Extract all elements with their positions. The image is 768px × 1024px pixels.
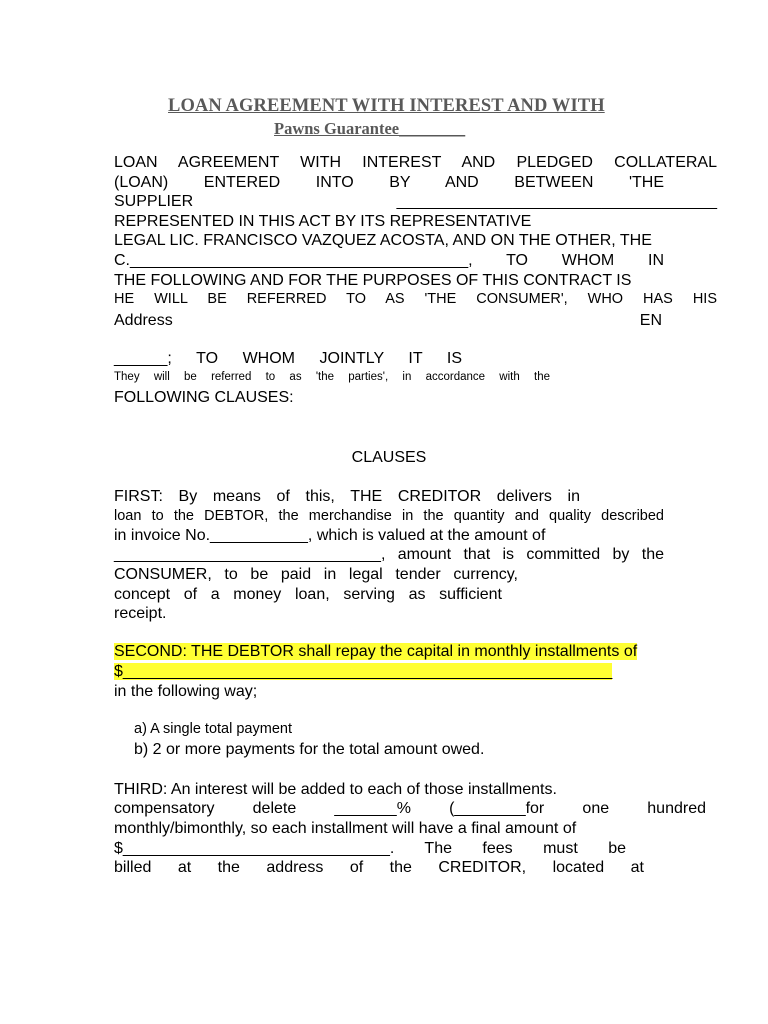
intro-line: THE FOLLOWING AND FOR THE PURPOSES OF THIS CONTRACT IS — [114, 272, 632, 289]
payment-option: a) A single total payment — [134, 721, 292, 737]
first-clause-line: CONSUMER, to be paid in legal tender currency, — [114, 566, 518, 583]
intro-line: They will be referred to as 'the parties', in accordance with the — [114, 371, 550, 383]
intro-line: SUPPLIER ____________________________________ — [114, 193, 717, 210]
document-title: LOAN AGREEMENT WITH INTEREST AND WITH — [168, 96, 605, 116]
first-clause-line: receipt. — [114, 605, 167, 622]
intro-line: LEGAL LIC. FRANCISCO VAZQUEZ ACOSTA, AND ON THE OTHER, THE — [114, 232, 652, 249]
first-clause-line: loan to the DEBTOR, the merchandise in the quantity and quality described — [114, 508, 664, 524]
intro-line: LOAN AGREEMENT WITH INTEREST AND PLEDGED COLLATERAL — [114, 154, 717, 171]
clauses-heading: CLAUSES — [351, 449, 427, 466]
third-clause-line: billed at the address of the CREDITOR, located at — [114, 859, 644, 876]
document-subtitle: Pawns Guarantee________ — [274, 119, 466, 138]
intro-line: ______; TO WHOM JOINTLY IT IS — [114, 350, 462, 367]
first-clause-line: ______________________________, amount that is committed by the — [114, 546, 664, 563]
third-clause-line: compensatory delete _______% (________for one hundred — [114, 800, 706, 817]
first-clause-line: FIRST: By means of this, THE CREDITOR delivers in — [114, 488, 580, 505]
second-clause-line: in the following way; — [114, 683, 258, 700]
intro-line: REPRESENTED IN THIS ACT BY ITS REPRESENTATIVE — [114, 213, 532, 230]
second-clause-line — [114, 662, 717, 681]
third-clause-line: $______________________________. The fees must be — [114, 840, 626, 857]
first-clause-line: in invoice No.___________, which is valued at the amount of — [114, 527, 546, 544]
first-clause-line: concept of a money loan, serving as sufficient — [114, 586, 502, 603]
intro-line: HE WILL BE REFERRED TO AS 'THE CONSUMER', WHO HAS HIS — [114, 291, 717, 307]
intro-line: FOLLOWING CLAUSES: — [114, 389, 294, 406]
highlighted-text: SECOND: THE DEBTOR shall repay the capital in monthly installments of — [114, 643, 638, 660]
third-clause-line: THIRD: An interest will be added to each of those installments. — [114, 781, 557, 798]
third-clause-line: monthly/bimonthly, so each installment will have a final amount of — [114, 820, 577, 837]
intro-line: C.______________________________________, TO WHOM IN — [114, 252, 664, 269]
second-clause-line — [114, 642, 717, 661]
intro-line: (LOAN) ENTERED INTO BY AND BETWEEN 'THE — [114, 174, 664, 191]
intro-line: Address EN — [114, 312, 662, 329]
highlighted-text: $_______________________________________________________ — [114, 663, 613, 680]
payment-option: b) 2 or more payments for the total amount owed. — [134, 741, 485, 758]
